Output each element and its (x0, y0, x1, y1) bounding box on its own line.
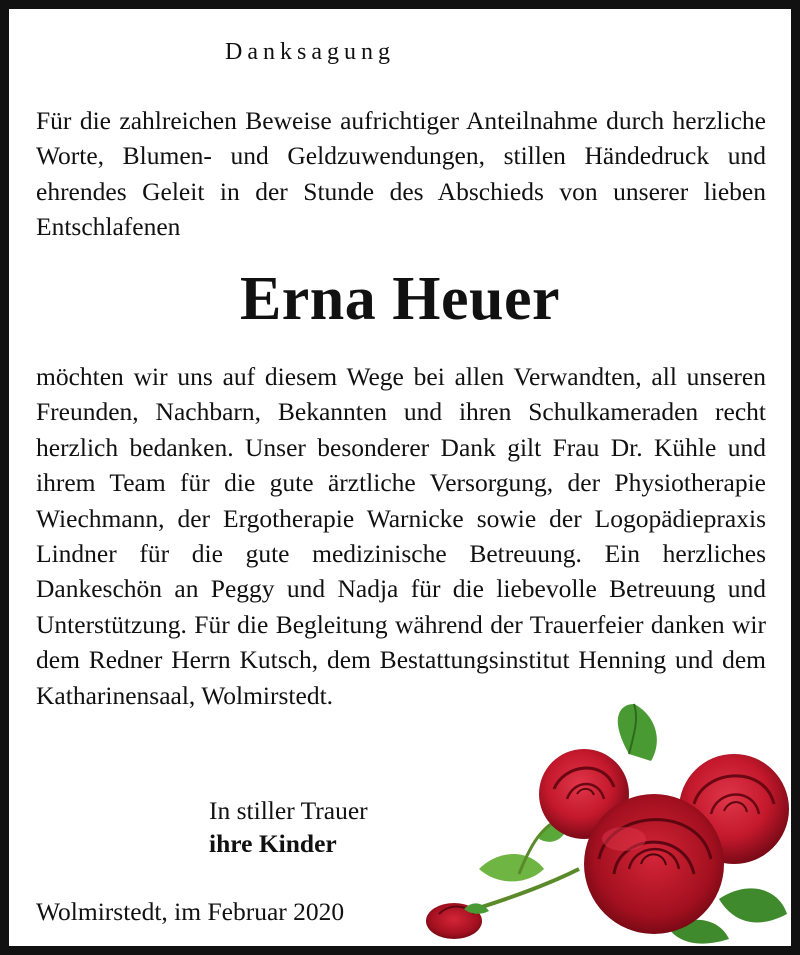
closing-line: In stiller Trauer (209, 796, 368, 825)
heading: Danksagung (225, 39, 395, 65)
thanks-paragraph: möchten wir uns auf diesem Wege bei allen Verwandten, all unseren Freunden, Nachbarn, Bekannten und ihren Schulkameraden recht herzlich bedanken. Unser besonderer Dank gilt Frau Dr. Kühle und ihrem Team für die gute ärztliche Versorgung, der Physiotherapie Wiechmann, der Ergotherapie Warnicke sowie der Logopädiepraxis Lindner für die gute medizinische Betreuung. Ein herzliches Dankeschön an Peggy und Nadja für die liebevolle Betreuung und Unterstützung. Für die Begleitung während der Trauerfeier danken wir dem Redner Herrn Kutsch, dem Bestattungsinstitut Henning und dem Katharinensaal, Wolmirstedt. (36, 362, 766, 710)
roses-image (419, 699, 791, 947)
signature: ihre Kinder (209, 829, 337, 858)
signature-block (209, 794, 368, 860)
place-date: Wolmirstedt, im Februar 2020 (36, 897, 345, 926)
deceased-name: Erna Heuer (239, 265, 561, 333)
intro-paragraph: Für die zahlreichen Beweise aufrichtiger Anteilnahme durch herzliche Worte, Blumen- und Geldzuwendungen, stillen Händedruck und ehrendes Geleit in der Stunde des Abschieds von unserer lieben Entschlafenen (36, 106, 766, 242)
